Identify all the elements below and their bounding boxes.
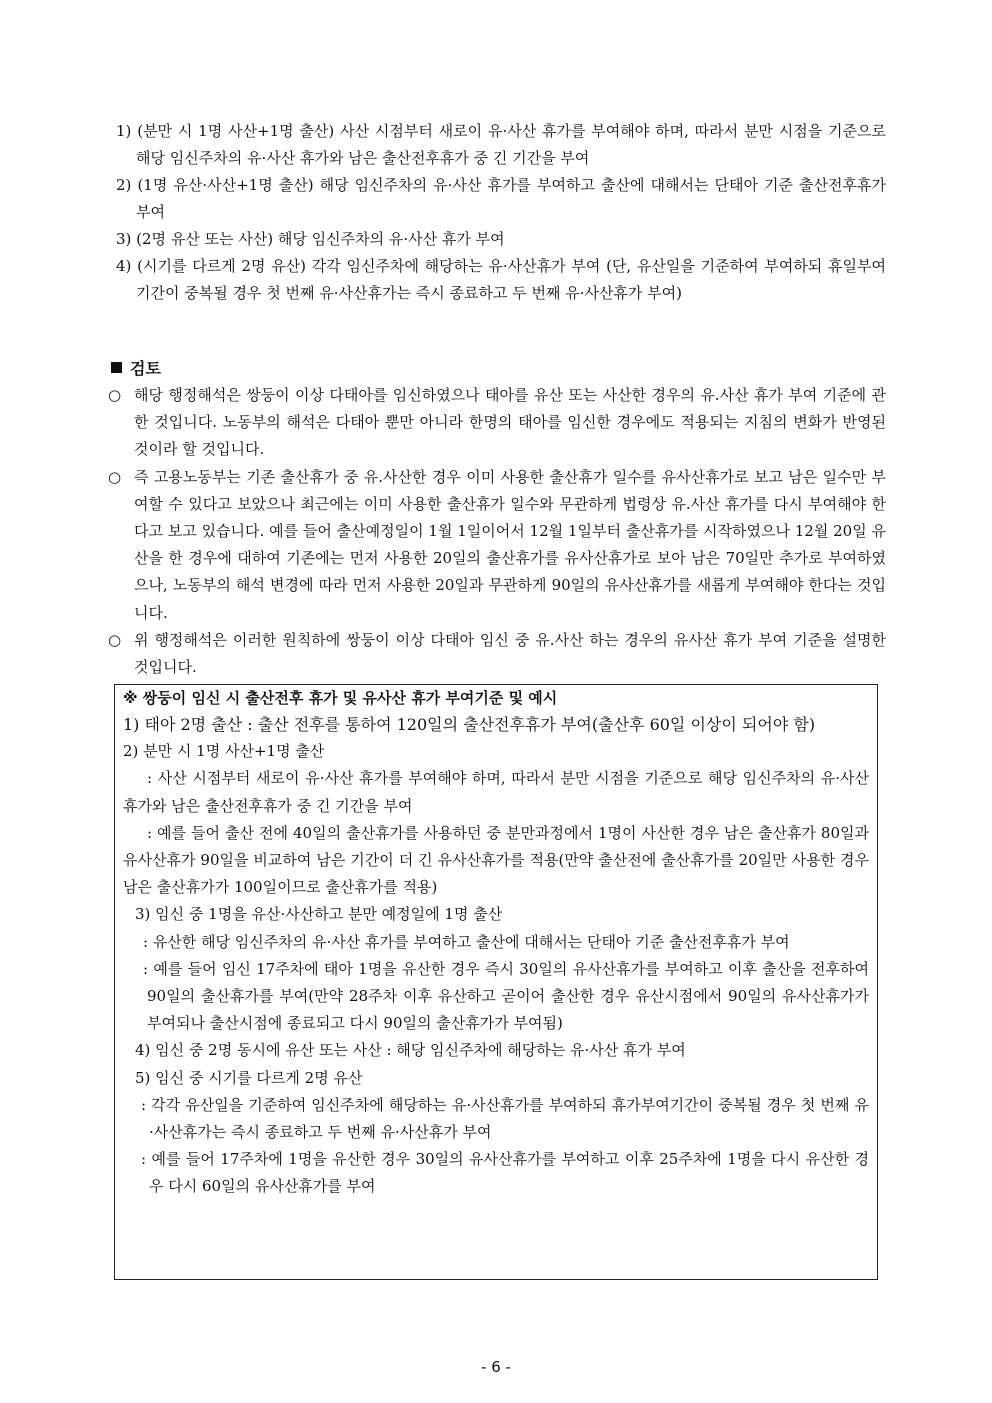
box-line: : 유산한 해당 임신주차의 유·사산 휴가를 부여하고 출산에 대해서는 단태아 기준 출산전후휴가 부여 [143,932,790,951]
box-title: ※ 쌍둥이 임신 시 출산전후 휴가 및 유사산 휴가 부여기준 및 예시 [123,689,558,707]
box-line: : 사산 시점부터 새로이 유·사산 휴가를 부여해야 하며, 따라서 분만 시점을 기준으로 해당 임신주차의 유·사산 휴가와 남은 출산전후휴가 중 긴 기간을 부여 [123,769,869,815]
section-heading [111,356,161,379]
box-line: 5) 임신 중 시기를 다르게 2명 유산 [135,1068,363,1087]
box-line: : 예를 들어 17주차에 1명을 유산한 경우 30일의 유사산휴가를 부여하고 이후 25주차에 1명을 다시 유산한 경우 다시 60일의 유사산휴가를 부여 [141,1150,869,1196]
list-item: 4) (시기를 다르게 2명 유산) 각각 임신주차에 해당하는 유·사산휴가 부여 (단, 유산일을 기준하여 부여하되 휴일부여기간이 중복될 경우 첫 번째 유·사산휴가는 즉시 종료하고 두 번째 유·사산휴가 부여) [116,257,886,302]
review-list [108,382,886,681]
review-item-text: 해당 행정해석은 쌍둥이 이상 다태아를 임신하였으나 태아를 유산 또는 사산한 경우의 유.사산 휴가 부여 기준에 관한 것입니다. 노동부의 해석은 다태아 뿐만 아니라 한명의 태아를 임신한 경우에도 적용되는 지침의 변화가 반영된 것이라 할 것입니다. [134,386,886,459]
circle-bullet-icon: ○ [108,467,122,486]
review-item-text: 즉 고용노동부는 기존 출산휴가 중 유.사산한 경우 이미 사용한 출산휴가 일수를 유사산휴가로 보고 남은 일수만 부여할 수 있다고 보았으나 최근에는 이미 사용한 출산휴가 일수와 무관하게 법령상 유.사산 휴가를 다시 부여해야 한다고 보고 있습니다. 예를 들어 출산예정일이 1월 1일이어서 12월 1일부터 출산휴가를 시작하였으나 12월 20일 유산을 한 경우에 대하여 기존에는 먼저 사용한 20일의 출산휴가를 유사산휴가로 보아 남은 70일만 추가로 부여하였으나, 노동부의 해석 변경에 따라 먼저 사용한 20일과 무관하게 90일의 유사산휴가를 새롭게 부여해야 한다는 것입니다. [134,467,886,622]
box-line: 1) 태아 2명 출산 : 출산 전후를 통하여 120일의 출산전후휴가 부여(출산후 60일 이상이 되어야 함) [123,715,816,734]
circle-bullet-icon: ○ [108,386,122,404]
review-item [108,382,886,464]
review-item-text: 위 행정해석은 이러한 원칙하에 쌍둥이 이상 다태아 임신 중 유.사산 하는 경우의 유사산 휴가 부여 기준을 설명한 것입니다. [134,630,886,677]
list-item: 1) (분만 시 1명 사산+1명 출산) 사산 시점부터 새로이 유·사산 휴가를 부여해야 하며, 따라서 분만 시점을 기준으로 해당 임신주차의 유·사산 휴가와 남은 출산전후휴가 중 긴 기간을 부여 [116,122,886,167]
review-item [108,627,886,681]
example-box [114,684,878,1280]
box-line: 3) 임신 중 1명을 유산·사산하고 분만 예정일에 1명 출산 [135,905,503,924]
numbered-list [116,118,886,307]
box-line: 4) 임신 중 2명 동시에 유산 또는 사산 : 해당 임신주차에 해당하는 유·사산 휴가 부여 [135,1041,686,1060]
box-line: : 예를 들어 출산 전에 40일의 출산휴가를 사용하던 중 분만과정에서 1명이 사산한 경우 남은 출산휴가 80일과 유사산휴가 90일을 비교하여 남은 기간이 더 긴 유사산휴가를 적용(만약 출산전에 출산휴가를 20일만 사용한 경우 남은 출산휴가가 100일이므로 출산휴가를 적용) [123,823,869,897]
square-bullet-icon [111,362,122,373]
box-line: : 예를 들어 임신 17주차에 태아 1명을 유산한 경우 즉시 30일의 유사산휴가를 부여하고 이후 출산을 전후하여 90일의 출산휴가를 부여(만약 28주차 이후 유산하고 곧이어 출산한 경우 유산시점에서 90일의 유사산휴가가 부여되나 출산시점에 종료되고 다시 90일의 출산휴가가 부여됨) [143,959,869,1033]
section-heading-label: 검토 [130,359,161,378]
page-number: - 6 - [481,1358,511,1376]
circle-bullet-icon: ○ [108,630,122,649]
box-line: : 각각 유산일을 기준하여 임신주차에 해당하는 유·사산휴가를 부여하되 휴가부여기간이 중복될 경우 첫 번째 유·사산휴가는 즉시 종료하고 두 번째 유·사산휴가 부여 [141,1095,869,1142]
review-item [108,464,886,627]
box-line: 2) 분만 시 1명 사산+1명 출산 [123,742,325,761]
list-item: 2) (1명 유산·사산+1명 출산) 해당 임신주차의 유·사산 휴가를 부여하고 출산에 대해서는 단태아 기준 출산전후휴가 부여 [116,176,886,221]
list-item: 3) (2명 유산 또는 사산) 해당 임신주차의 유·사산 휴가 부여 [116,230,505,248]
